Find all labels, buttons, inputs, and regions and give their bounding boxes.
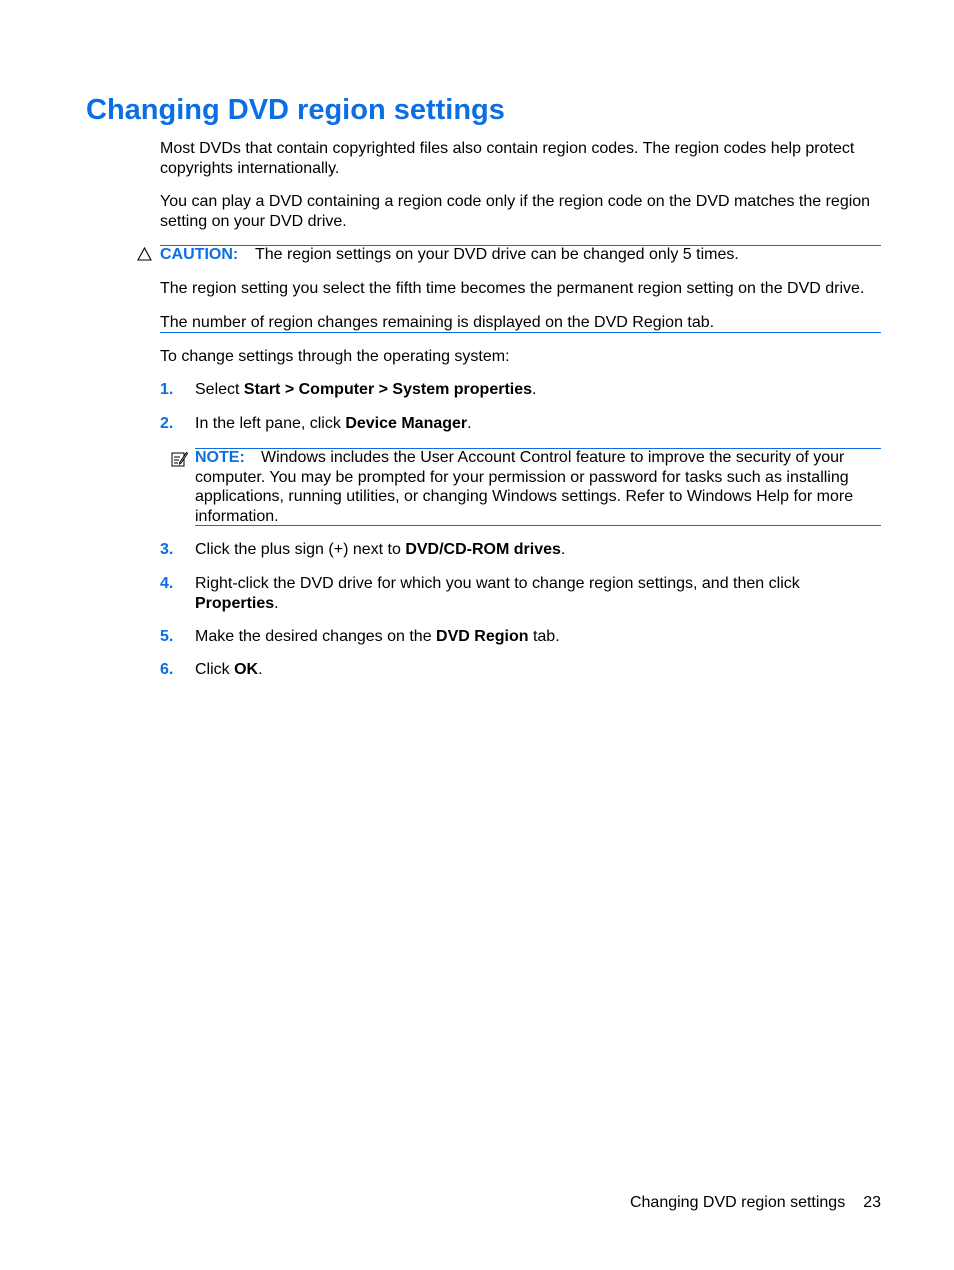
caution-paragraph-2: The region setting you select the fifth time becomes the permanent region setting on the DVD drive. — [160, 280, 865, 297]
caution-triangle-icon — [137, 247, 152, 261]
note-bottom-rule — [195, 525, 881, 526]
step-number: 6. — [160, 661, 174, 678]
step-item-6 — [160, 660, 882, 680]
note-text: Windows includes the User Account Control feature to improve the security of your computer. You may be prompted for your permission or password for tasks such as installing applications, running utilities, or changing Windows settings. Refer to Windows Help for more information. — [195, 449, 854, 525]
step-number: 3. — [160, 541, 174, 558]
step-item-1 — [160, 380, 882, 400]
step-item-5 — [160, 627, 882, 647]
step-number: 4. — [160, 575, 174, 592]
step-text: Make the desired changes on the DVD Region tab. — [195, 628, 560, 645]
caution-line — [160, 245, 882, 265]
step-item-3 — [160, 540, 882, 560]
footer-page-number: 23 — [863, 1194, 881, 1211]
note-pad-icon — [171, 450, 188, 468]
footer-section-title: Changing DVD region settings — [629, 1194, 846, 1211]
note-text-block — [195, 448, 882, 526]
step-number: 2. — [160, 415, 174, 432]
lead-in-text: To change settings through the operating system: — [160, 348, 510, 365]
step-text: Click the plus sign (+) next to DVD/CD-ROM drives. — [195, 541, 566, 558]
step-text: In the left pane, click Device Manager. — [195, 415, 472, 432]
intro-paragraph-1: Most DVDs that contain copyrighted files also contain region codes. The region codes help protect copyrights internationally. — [160, 140, 855, 177]
step-item-2 — [160, 414, 882, 434]
step-text: Select Start > Computer > System properties. — [195, 381, 537, 398]
caution-label: CAUTION: — [160, 246, 239, 263]
page-footer — [630, 1193, 881, 1213]
step-text: Right-click the DVD drive for which you want to change region settings, and then click Properties. — [195, 575, 800, 612]
intro-paragraph-2: You can play a DVD containing a region code only if the region code on the DVD matches the region setting on your DVD drive. — [160, 193, 871, 230]
note-label: NOTE: — [195, 449, 245, 466]
caution-text: The region settings on your DVD drive can be changed only 5 times. — [255, 246, 739, 263]
caution-paragraph-3: The number of region changes remaining is displayed on the DVD Region tab. — [160, 314, 715, 331]
caution-bottom-rule — [160, 332, 881, 333]
step-number: 1. — [160, 381, 174, 398]
step-item-4 — [160, 574, 882, 614]
step-number: 5. — [160, 628, 174, 645]
page-title: Changing DVD region settings — [86, 94, 505, 126]
step-text: Click OK. — [195, 661, 263, 678]
